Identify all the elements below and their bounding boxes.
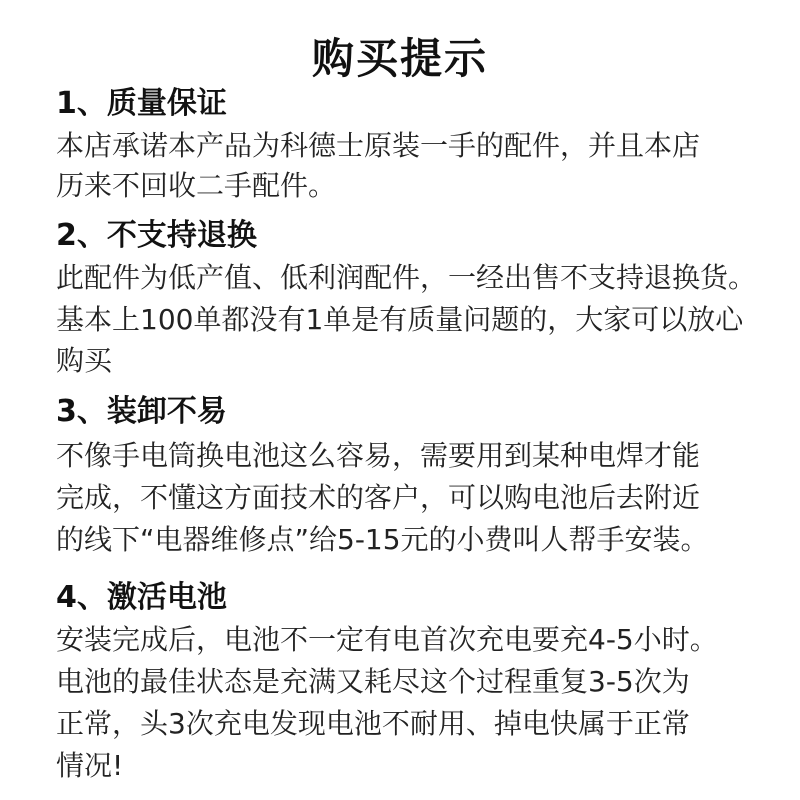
page-title: 购买提示	[311, 34, 488, 83]
section-heading-activate-battery: 4、激活电池	[56, 580, 227, 615]
section-text-line: 历来不回收二手配件。	[56, 169, 337, 202]
section-text-line: 的线下“电器维修点”给5-15元的小费叫人帮手安装。	[56, 523, 709, 556]
section-text-line: 不像手电筒换电池这么容易，需要用到某种电焊才能	[56, 439, 701, 472]
section-text-line: 电池的最佳状态是充满又耗尽这个过程重复3-5次为	[56, 665, 690, 698]
section-heading-no-returns: 2、不支持退换	[56, 218, 257, 253]
section-text-line: 正常，头3次充电发现电池不耐用、掉电快属于正常	[56, 707, 690, 740]
section-text-line: 购买	[56, 344, 113, 377]
section-heading-difficult-installation: 3、装卸不易	[56, 394, 227, 429]
section-text-line: 完成，不懂这方面技术的客户，可以购电池后去附近	[56, 481, 701, 514]
section-text-line: 情况!	[56, 749, 124, 782]
section-text-line: 本店承诺本产品为科德士原装一手的配件，并且本店	[56, 129, 701, 162]
section-heading-quality-guarantee: 1、质量保证	[56, 86, 227, 121]
section-text-line: 此配件为低产值、低利润配件，一经出售不支持退换货。	[56, 261, 757, 294]
section-text-line: 基本上100单都没有1单是有质量问题的，大家可以放心	[56, 303, 744, 336]
section-text-line: 安装完成后，电池不一定有电首次充电要充4-5小时。	[56, 623, 718, 656]
